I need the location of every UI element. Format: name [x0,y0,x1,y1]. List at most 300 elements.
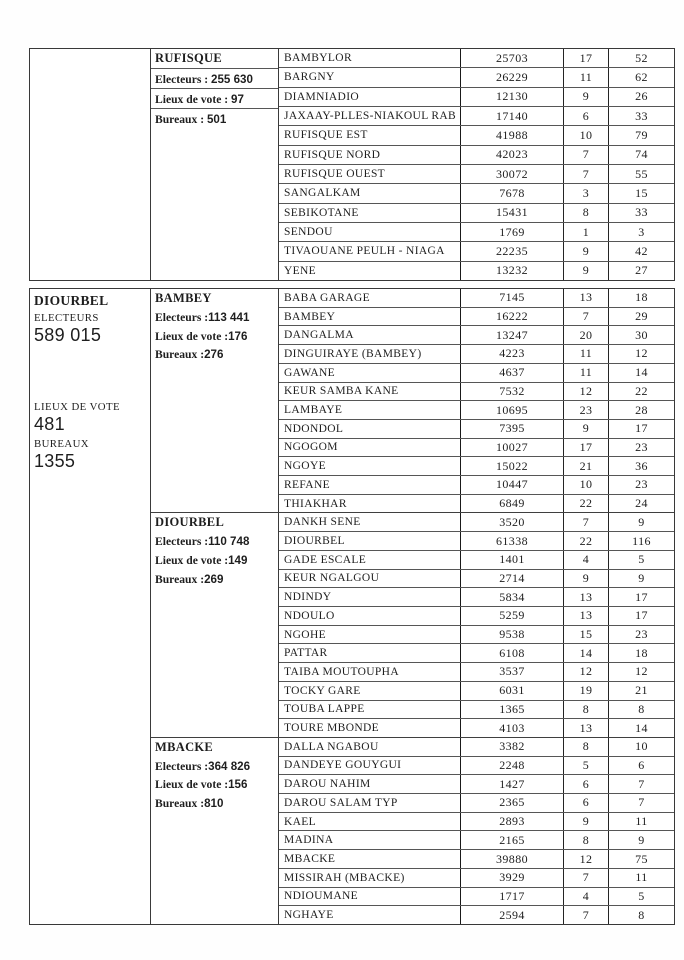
bureaux-value: 79 [635,127,648,142]
department-stat [151,551,278,570]
table-row [279,126,674,145]
lieux-de-vote-value: 15 [564,626,609,644]
departments-area [151,289,674,924]
department-info-slot [151,223,278,242]
lieux-de-vote-value: 11 [564,364,609,382]
lieux-de-vote-value: 23 [564,401,609,419]
lieux-de-vote-value: 7 [564,146,609,164]
table-row [279,551,674,570]
electeurs-value: 5259 [461,607,564,625]
bureaux-value: 74 [635,147,648,162]
table-row [279,165,674,184]
commune-name: PATTAR [279,644,461,662]
bureaux-value: 17 [635,589,648,604]
commune-name: RUFISQUE EST [279,126,461,144]
bureaux-value: 5 [638,888,645,903]
lieux-de-vote-value: 22 [564,532,609,550]
bureaux-value: 11 [635,870,648,885]
commune-name: NGOGOM [279,439,461,457]
department-stat-label: Bureaux : [155,348,205,362]
department-stat-label: Bureaux : [155,112,207,126]
electeurs-value: 1769 [461,223,564,241]
department-section [151,737,674,924]
bureaux-value: 18 [635,290,648,305]
department-info-slot [151,147,278,166]
bureaux-value: 18 [635,645,648,660]
department-stat-label: Lieux de vote : [155,329,229,343]
department-stat-label: Electeurs : [155,535,209,549]
table-row [279,626,674,645]
commune-name: KEUR SAMBA KANE [279,383,461,401]
commune-name: DIOURBEL [279,532,461,550]
department-info-slot [151,69,278,89]
commune-name: JAXAAY-PLLES-NIAKOUL RAB [279,107,461,125]
commune-name: DIAMNIADIO [279,88,461,106]
electeurs-value: 39880 [461,850,564,868]
lieux-de-vote-value: 11 [564,345,609,363]
bureaux-value: 12 [635,664,648,679]
departments-area [151,49,674,280]
electeurs-value: 7532 [461,383,564,401]
electeurs-value: 4637 [461,364,564,382]
electeurs-value: 30072 [461,165,564,183]
bureaux-value: 14 [635,365,648,380]
department-name-row [151,513,278,532]
table-row [279,146,674,165]
department-info-slot [151,166,278,185]
bureaux-value: 9 [638,514,645,529]
lieux-de-vote-value: 10 [564,476,609,494]
electeurs-value: 2165 [461,831,564,849]
bureaux-value: 3 [638,224,645,239]
bureaux-value: 30 [635,327,648,342]
department-cell [151,289,279,512]
commune-name: TOUBA LAPPE [279,701,461,719]
commune-name: RUFISQUE NORD [279,146,461,164]
lieux-de-vote-value: 8 [564,701,609,719]
electeurs-value: 2714 [461,570,564,588]
table-row [279,888,674,907]
electeurs-value: 15022 [461,457,564,475]
table-row [279,289,674,308]
table-row [279,794,674,813]
region-stat-label: BUREAUX [34,438,89,450]
bureaux-value: 15 [635,185,648,200]
commune-name: TOURE MBONDE [279,719,461,737]
region-stat-value: 481 [34,414,65,434]
bureaux-value: 28 [635,402,648,417]
commune-name: NDOULO [279,607,461,625]
department-name: MBACKE [155,739,214,754]
bureaux-value: 42 [635,243,648,258]
department-stat-value: 810 [204,797,224,811]
electeurs-value: 6108 [461,644,564,662]
bureaux-value: 33 [635,205,648,220]
table-row [279,831,674,850]
bureaux-value: 52 [635,50,648,65]
electeurs-value: 26229 [461,68,564,86]
electeurs-value: 12130 [461,88,564,106]
bureaux-value: 75 [635,851,648,866]
commune-name: DANGALMA [279,326,461,344]
table-row [279,457,674,476]
department-stat [155,70,253,88]
bureaux-value: 12 [635,346,648,361]
table-row [279,204,674,223]
lieux-de-vote-value: 9 [564,242,609,260]
electeurs-value: 7395 [461,420,564,438]
department-stat [151,570,278,589]
bureaux-value: 9 [638,570,645,585]
table-row [279,107,674,126]
department-stat [155,110,226,128]
bureaux-value: 36 [635,458,648,473]
table-row [279,588,674,607]
lieux-de-vote-value: 20 [564,326,609,344]
commune-name: TAIBA MOUTOUPHA [279,663,461,681]
bureaux-value: 14 [635,720,648,735]
commune-rows [279,49,674,280]
lieux-de-vote-value: 7 [564,869,609,887]
table-row [279,262,674,280]
table-row [279,184,674,203]
bureaux-value: 24 [635,496,648,511]
lieux-de-vote-value: 12 [564,850,609,868]
department-stat [151,776,278,795]
lieux-de-vote-value: 14 [564,644,609,662]
table-row [279,495,674,513]
bureaux-value: 55 [635,166,648,181]
electeurs-value: 4103 [461,719,564,737]
commune-name: KAEL [279,813,461,831]
bureaux-value: 27 [635,263,648,278]
electeurs-value: 7145 [461,289,564,307]
table-row [279,532,674,551]
table-row [279,68,674,87]
department-info-slot [151,261,278,280]
table-row [279,223,674,242]
department-stat-value: 501 [206,112,227,126]
lieux-de-vote-value: 13 [564,289,609,307]
lieux-de-vote-value: 13 [564,588,609,606]
electeurs-value: 1427 [461,775,564,793]
electeurs-value: 15431 [461,204,564,222]
department-stat-value: 255 630 [211,72,253,86]
electeurs-value: 9538 [461,626,564,644]
electeurs-value: 25703 [461,49,564,67]
commune-name: TOCKY GARE [279,682,461,700]
department-stat-value: 156 [228,778,248,792]
table-row [279,570,674,589]
bureaux-value: 11 [635,814,648,829]
department-name-row [151,289,278,308]
commune-name: KEUR NGALGOU [279,570,461,588]
department-stat-label: Lieux de vote : [155,554,229,567]
bureaux-value: 5 [638,552,645,567]
electeurs-value: 13232 [461,262,564,280]
department-info-slot [151,89,278,109]
table-row [279,364,674,383]
department-stat-label: Electeurs : [155,72,212,86]
commune-name: GADE ESCALE [279,551,461,569]
table-row [279,663,674,682]
department-stat-value: 149 [228,554,248,567]
bureaux-value: 33 [635,108,648,123]
department-stat [151,757,278,776]
electeurs-value: 2248 [461,757,564,775]
department-stat [151,327,278,346]
commune-name: DANKH SENE [279,513,461,531]
lieux-de-vote-value: 17 [564,49,609,67]
department-stat-label: Bureaux : [155,572,205,586]
commune-name: BABA GARAGE [279,289,461,307]
bureaux-value: 22 [635,383,648,398]
commune-name: BARGNY [279,68,461,86]
electeurs-value: 10027 [461,439,564,457]
department-info-slot [151,109,278,128]
department-section [151,49,674,280]
lieux-de-vote-value: 6 [564,107,609,125]
commune-name: NGOHE [279,626,461,644]
electeurs-value: 10695 [461,401,564,419]
electeurs-value: 13247 [461,326,564,344]
electeurs-value: 1365 [461,701,564,719]
electeurs-value: 41988 [461,126,564,144]
department-name: RUFISQUE [155,51,222,65]
electeurs-value: 7678 [461,184,564,202]
lieux-de-vote-value: 22 [564,495,609,513]
table-row [279,345,674,364]
table-row [279,420,674,439]
lieux-de-vote-value: 9 [564,88,609,106]
commune-name: LAMBAYE [279,401,461,419]
table-row [279,757,674,776]
table-row [279,607,674,626]
lieux-de-vote-value: 19 [564,682,609,700]
commune-name: BAMBYLOR [279,49,461,67]
department-stat-label: Lieux de vote : [155,778,229,792]
electeurs-value: 6849 [461,495,564,513]
electeurs-value: 10447 [461,476,564,494]
department-name: DIOURBEL [155,515,225,530]
region-cell [30,289,151,924]
commune-name: DINGUIRAYE (BAMBEY) [279,345,461,363]
department-stat-label: Electeurs : [155,310,209,324]
department-stat [151,794,278,813]
commune-name: NDINDY [279,588,461,606]
table-row [279,701,674,720]
electeurs-value: 3520 [461,513,564,531]
lieux-de-vote-value: 3 [564,184,609,202]
table-row [279,644,674,663]
department-info-slot [151,49,278,69]
region-cell [30,49,151,280]
commune-name: NGOYE [279,457,461,475]
table-row [279,49,674,68]
department-stat-value: 176 [228,329,248,343]
department-stat-value: 276 [204,348,224,362]
electeurs-value: 42023 [461,146,564,164]
bureaux-value: 21 [635,683,648,698]
electeurs-value: 3382 [461,738,564,756]
department-stat [151,345,278,364]
table-row [279,906,674,924]
table-row [279,869,674,888]
lieux-de-vote-value: 6 [564,794,609,812]
commune-name: MISSIRAH (MBACKE) [279,869,461,887]
department-info-slot [151,128,278,147]
department-cell [151,513,279,736]
lieux-de-vote-value: 8 [564,204,609,222]
table-row [279,813,674,832]
electeurs-value: 3929 [461,869,564,887]
commune-name: SENDOU [279,223,461,241]
lieux-de-vote-value: 1 [564,223,609,241]
commune-name: RUFISQUE OUEST [279,165,461,183]
department-stat-value: 364 826 [208,759,251,773]
lieux-de-vote-value: 4 [564,888,609,906]
department-stat-label: Lieux de vote : [155,92,231,106]
department-stat-value: 97 [231,92,244,106]
department-section [151,512,674,736]
lieux-de-vote-value: 17 [564,439,609,457]
commune-rows [279,289,674,512]
lieux-de-vote-value: 7 [564,906,609,924]
commune-name: GAWANE [279,364,461,382]
bureaux-value: 23 [635,627,648,642]
region-stat-label: ELECTEURS [34,312,99,324]
bureaux-value: 8 [638,701,645,716]
table-row [279,88,674,107]
bureaux-value: 17 [635,421,648,436]
lieux-de-vote-value: 7 [564,308,609,326]
electeurs-value: 1401 [461,551,564,569]
department-name-row [151,738,278,757]
table-row [279,513,674,532]
commune-name: BAMBEY [279,308,461,326]
commune-name: SANGALKAM [279,184,461,202]
table-row [279,383,674,402]
electeurs-value: 2893 [461,813,564,831]
table-row [279,326,674,345]
department-info-slot [151,204,278,223]
commune-name: SEBIKOTANE [279,204,461,222]
bureaux-value: 9 [638,832,645,847]
electeurs-value: 22235 [461,242,564,260]
table-row [279,308,674,327]
department-stat-label: Bureaux : [155,797,205,811]
department-stat-value: 269 [204,572,224,586]
department-stat [155,90,244,108]
lieux-de-vote-value: 13 [564,607,609,625]
commune-name: DALLA NGABOU [279,738,461,756]
bureaux-value: 6 [638,757,645,772]
department-name: BAMBEY [155,291,212,305]
electeurs-value: 1717 [461,888,564,906]
department-stat-value: 110 748 [208,535,250,549]
commune-name: DAROU NAHIM [279,775,461,793]
table-row [279,682,674,701]
lieux-de-vote-value: 11 [564,68,609,86]
table-row [279,719,674,737]
region-spacer [34,346,147,398]
department-stat-label: Electeurs : [155,759,209,773]
electeurs-value: 4223 [461,345,564,363]
rufisque-department-table [29,48,675,281]
department-info-slot [151,185,278,204]
table-row [279,476,674,495]
electeurs-value: 2594 [461,906,564,924]
lieux-de-vote-value: 5 [564,757,609,775]
table-row [279,242,674,261]
electeurs-value: 16222 [461,308,564,326]
commune-rows [279,738,674,924]
lieux-de-vote-value: 9 [564,813,609,831]
bureaux-value: 8 [638,907,645,922]
electeurs-value: 5834 [461,588,564,606]
electeurs-value: 17140 [461,107,564,125]
electeurs-value: 6031 [461,682,564,700]
bureaux-value: 7 [638,795,645,810]
table-row [279,439,674,458]
diourbel-region-table [29,288,675,925]
commune-name: DANDEYE GOUYGUI [279,757,461,775]
lieux-de-vote-value: 8 [564,831,609,849]
commune-name: REFANE [279,476,461,494]
lieux-de-vote-value: 7 [564,165,609,183]
bureaux-value: 7 [638,776,645,791]
lieux-de-vote-value: 12 [564,663,609,681]
lieux-de-vote-value: 9 [564,262,609,280]
commune-name: NDONDOL [279,420,461,438]
commune-name: NDIOUMANE [279,888,461,906]
commune-name: MBACKE [279,850,461,868]
electeurs-value: 2365 [461,794,564,812]
department-stat-value: 113 441 [208,310,250,324]
lieux-de-vote-value: 7 [564,513,609,531]
commune-name: TIVAOUANE PEULH - NIAGA [279,242,461,260]
lieux-de-vote-value: 12 [564,383,609,401]
table-row [279,401,674,420]
bureaux-value: 62 [635,69,648,84]
region-stat-value: 1355 [34,451,76,471]
department-section [151,289,674,512]
electeurs-value: 61338 [461,532,564,550]
region-name: DIOURBEL [34,293,109,308]
department-stat [151,308,278,327]
commune-name: NGHAYE [279,906,461,924]
department-info-slot [151,242,278,261]
bureaux-value: 116 [632,533,651,548]
region-stat-label: LIEUX DE VOTE [34,401,120,413]
lieux-de-vote-value: 9 [564,570,609,588]
table-row [279,850,674,869]
commune-name: YENE [279,262,461,280]
bureaux-value: 17 [635,608,648,623]
bureaux-value: 29 [635,309,648,324]
department-cell [151,738,279,924]
table-row [279,738,674,757]
lieux-de-vote-value: 4 [564,551,609,569]
bureaux-value: 10 [635,739,648,754]
bureaux-value: 23 [635,439,648,454]
lieux-de-vote-value: 9 [564,420,609,438]
lieux-de-vote-value: 6 [564,775,609,793]
lieux-de-vote-value: 21 [564,457,609,475]
region-stat-value: 589 015 [34,325,102,345]
commune-name: DAROU SALAM TYP [279,794,461,812]
commune-name: MADINA [279,831,461,849]
